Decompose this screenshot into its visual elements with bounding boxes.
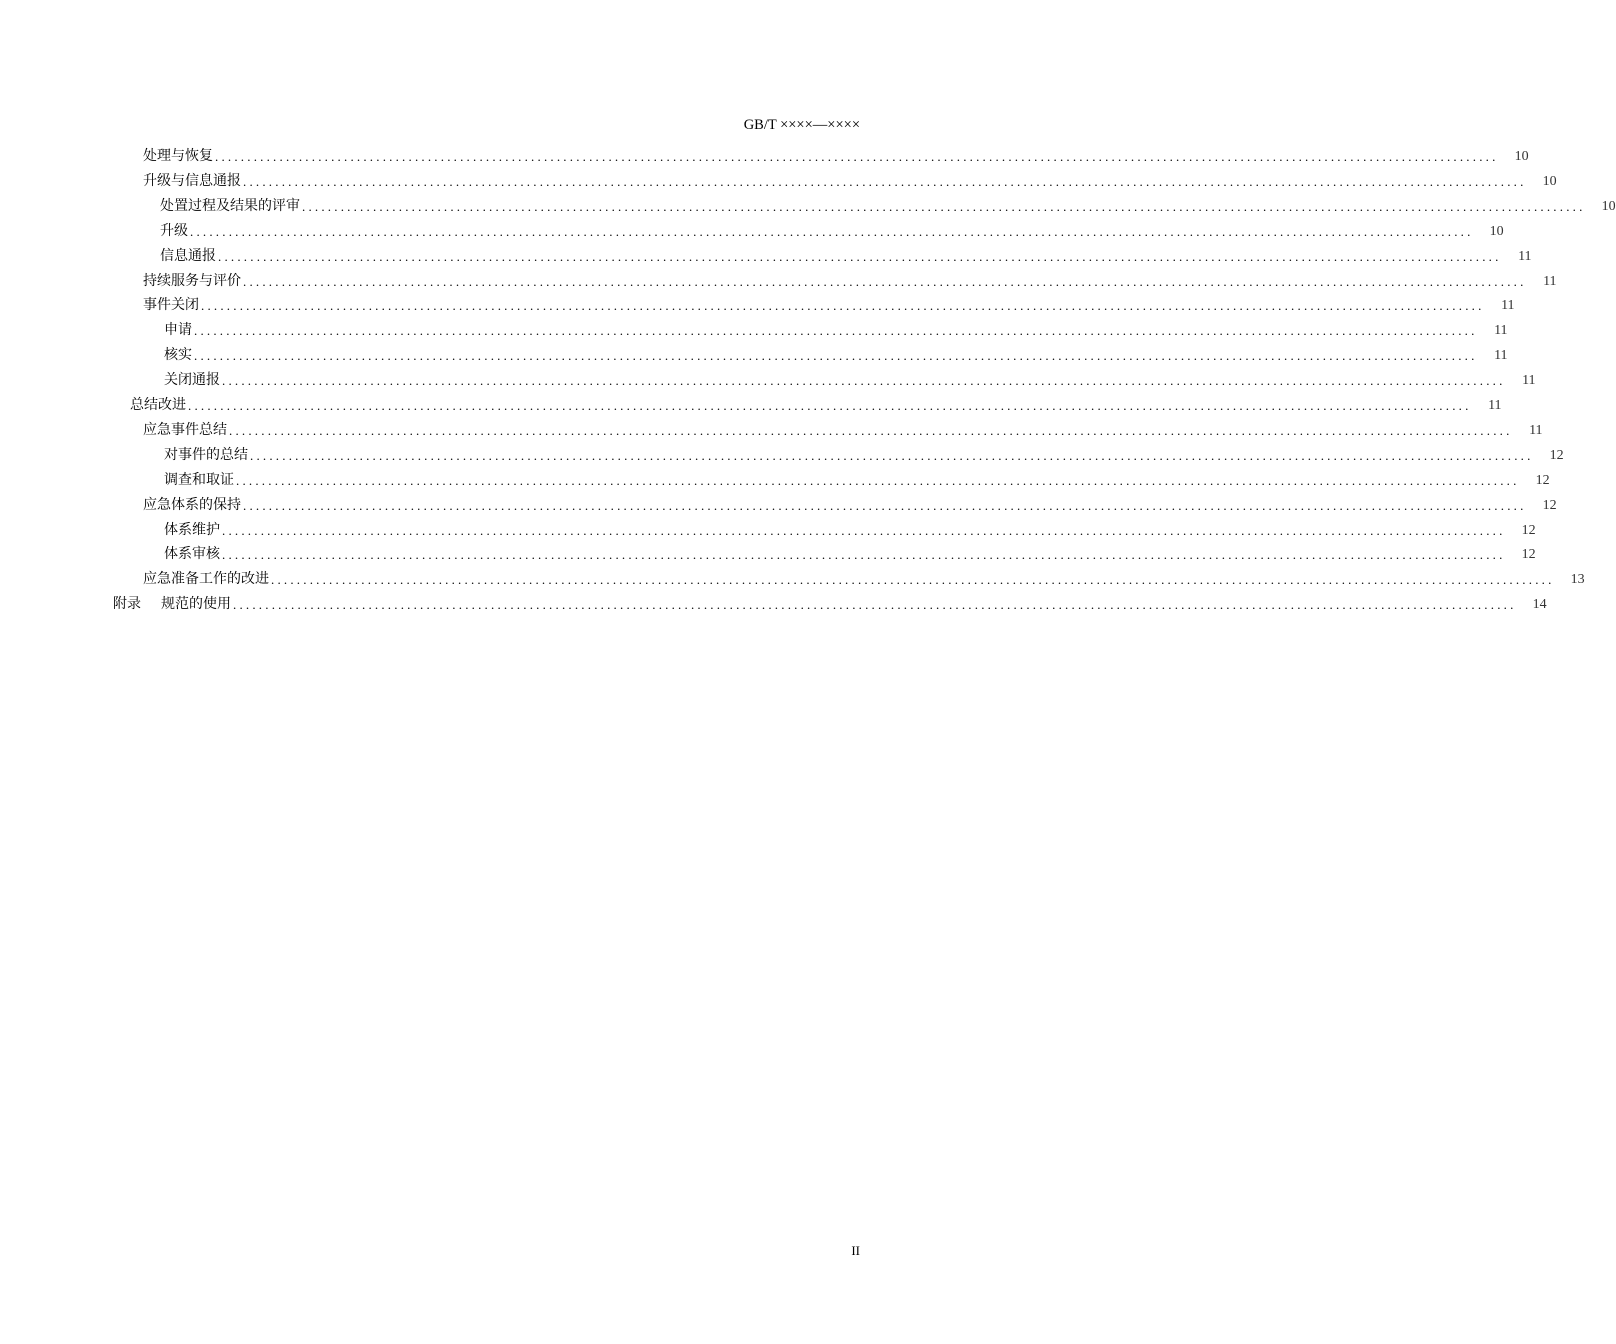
toc-entry-label: 体系审核 [164,546,220,563]
toc-entry-label: 信息通报 [160,247,216,264]
toc-entry-label: 核实 [164,347,192,364]
toc-entry[interactable] [164,468,1550,493]
toc-entry-label: 总结改进 [130,397,186,413]
toc-entry-prefix: 附录 [113,596,141,613]
toc-entry-label: 调查和取证 [164,471,234,488]
document-code-header: GB/T ××××—×××× [743,117,860,133]
toc-entry-page: 10 [1489,223,1504,239]
toc-entry-title [160,244,216,269]
toc-entry-page: 11 [1494,348,1508,364]
toc-dot-leader: ....................................................................................................................................................................................................... [194,323,1478,339]
toc-entry-title [160,194,300,219]
toc-entry[interactable] [143,493,1557,518]
toc-entry-label: 应急准备工作的改进 [143,571,269,588]
toc-entry-title [164,343,192,368]
toc-dot-leader: ....................................................................................................................................................................................................... [218,248,1502,264]
toc-entry-page: 11 [1543,273,1557,289]
toc-entry-title [143,293,199,318]
toc-entry-page: 11 [1488,398,1502,413]
toc-entry[interactable] [143,567,1585,592]
toc-entry-title [143,418,227,443]
toc-entry-title [164,318,192,343]
toc-dot-leader: ....................................................................................................................................................................................................... [194,348,1478,364]
toc-entry-page: 10 [1514,149,1529,164]
toc-entry[interactable] [143,144,1529,169]
toc-entry-page: 11 [1522,373,1536,389]
toc-entry-label: 升级 [160,222,188,239]
toc-entry-label: 升级与信息通报 [143,172,241,189]
toc-entry[interactable] [130,393,1502,418]
toc-entry[interactable] [164,443,1564,468]
toc-dot-leader: ....................................................................................................................................................................................................... [302,198,1586,214]
toc-entry-label: 处理与恢复 [143,148,213,164]
toc-entry-title [164,443,248,468]
toc-dot-leader: ....................................................................................................................................................................................................... [188,398,1472,413]
toc-dot-leader: ....................................................................................................................................................................................................... [222,373,1506,389]
toc-entry-title [164,468,234,493]
toc-entry-title [143,169,241,194]
toc-entry-page: 11 [1529,422,1543,438]
toc-dot-leader: ....................................................................................................................................................................................................... [236,472,1520,488]
toc-entry-label: 处置过程及结果的评审 [160,197,300,214]
toc-dot-leader: ....................................................................................................................................................................................................... [271,572,1555,588]
toc-entry[interactable] [143,169,1557,194]
toc-entry-title [160,219,188,244]
page-number: II [851,1243,860,1258]
toc-entry[interactable] [160,194,1616,219]
toc-entry[interactable] [164,318,1508,343]
toc-entry-page: 10 [1601,198,1616,214]
toc-entry-title [130,393,186,418]
toc-dot-leader: ....................................................................................................................................................................................................... [250,447,1534,463]
toc-entry-label: 体系维护 [164,521,220,538]
toc-entry-title [164,368,220,393]
toc-dot-leader: ....................................................................................................................................................................................................... [190,223,1474,239]
toc-entry-title [143,144,213,169]
toc-entry[interactable] [160,244,1532,269]
toc-entry-title [164,542,220,567]
toc-entry[interactable] [164,343,1508,368]
toc-dot-leader: ....................................................................................................................................................................................................... [222,547,1506,563]
toc-entry-label: 关闭通报 [164,372,220,389]
toc-entry-page: 12 [1521,547,1536,563]
toc-dot-leader: ....................................................................................................................................................................................................... [243,173,1527,189]
toc-entry-label: 申请 [164,322,192,339]
toc-entry-page: 12 [1521,522,1536,538]
toc-entry-page: 12 [1542,497,1557,513]
toc-entry-title [113,592,231,617]
toc-entry-page: 11 [1494,323,1508,339]
toc-entry-title [164,518,220,543]
toc-entry-label: 规范的使用 [161,596,231,613]
toc-entry[interactable] [160,219,1504,244]
toc-entry-label: 应急事件总结 [143,421,227,438]
toc-entry-label: 对事件的总结 [164,446,248,463]
toc-entry[interactable] [164,542,1536,567]
toc-entry-page: 11 [1518,248,1532,264]
toc-dot-leader: ....................................................................................................................................................................................................... [215,149,1499,164]
toc-dot-leader: ....................................................................................................................................................................................................... [233,597,1517,613]
toc-entry[interactable] [143,293,1515,318]
toc-entry-title [143,269,241,294]
toc-entry[interactable] [164,368,1536,393]
toc-entry-page: 11 [1501,298,1515,314]
toc-dot-leader: ....................................................................................................................................................................................................... [229,422,1513,438]
toc-entry-title [143,493,241,518]
toc-entry-page: 12 [1549,447,1564,463]
toc-entry-page: 12 [1535,472,1550,488]
toc-entry-label: 持续服务与评价 [143,272,241,289]
toc-dot-leader: ....................................................................................................................................................................................................... [201,298,1485,314]
toc-entry-label: 事件关闭 [143,297,199,314]
toc-dot-leader: ....................................................................................................................................................................................................... [243,273,1527,289]
toc-entry[interactable] [164,518,1536,543]
toc-entry-title [143,567,269,592]
toc-entry-page: 14 [1532,597,1547,613]
toc-entry[interactable] [143,418,1543,443]
toc-dot-leader: ....................................................................................................................................................................................................... [222,522,1506,538]
toc-entry-label: 应急体系的保持 [143,496,241,513]
toc-entry-page: 13 [1570,572,1585,588]
toc-entry-page: 10 [1542,173,1557,189]
toc-entry[interactable] [143,269,1557,294]
toc-entry[interactable] [113,592,1547,617]
toc-dot-leader: ....................................................................................................................................................................................................... [243,497,1527,513]
